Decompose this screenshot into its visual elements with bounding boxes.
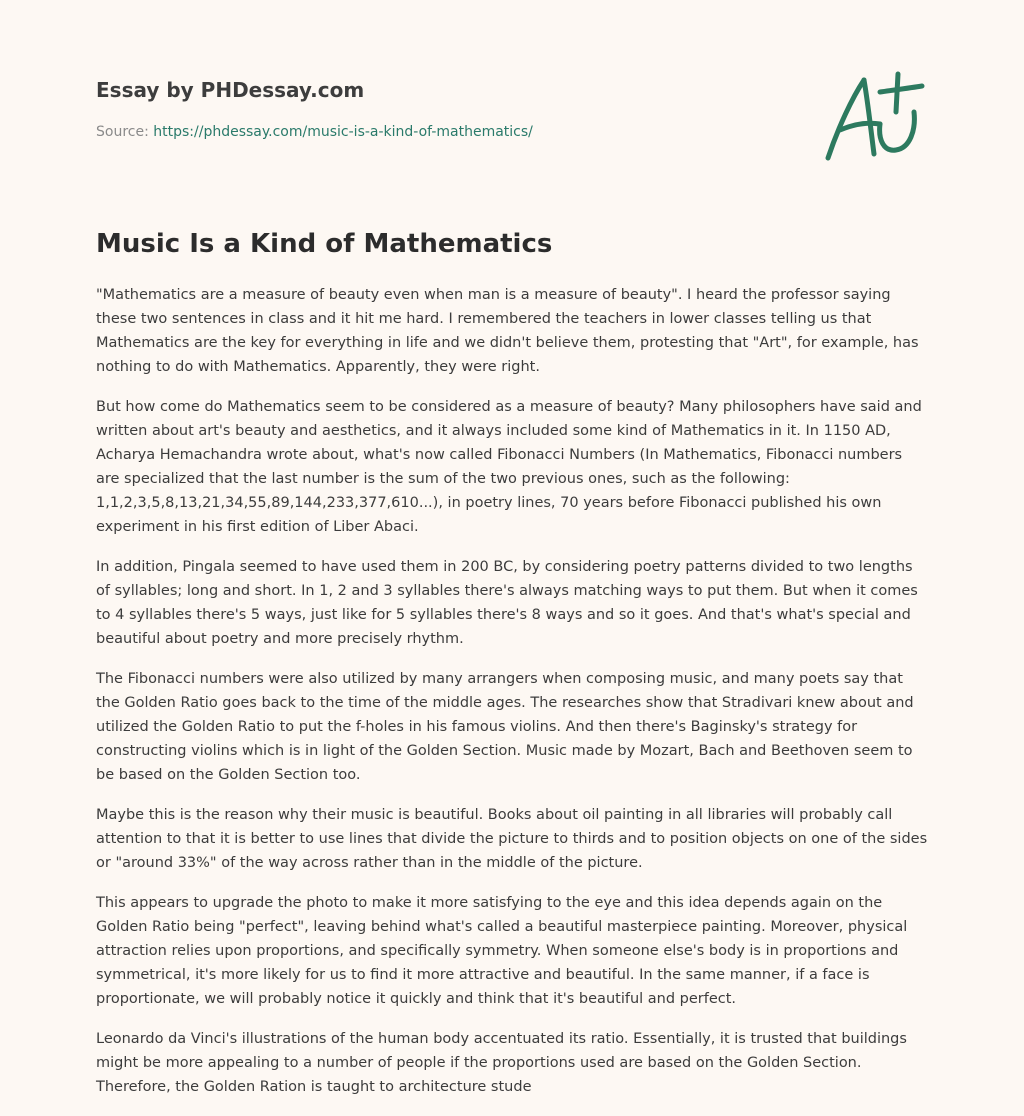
essay-header	[96, 76, 796, 142]
essay-paragraph: This appears to upgrade the photo to make it more satisfying to the eye and this idea depends again on the Golden Ratio being "perfect", leaving behind what's called a beautiful masterpiece painting. Moreover, physical attraction relies upon proportions, and specifically symmetry. When someone else's body is in proportions and symmetrical, it's more likely for us to find it more attractive and beautiful. In the same manner, if a face is proportionate, we will probably notice it quickly and think that it's beautiful and perfect.	[96, 895, 908, 1007]
source-label: Source:	[96, 124, 154, 140]
a-plus-logo-icon	[818, 68, 928, 168]
site-brand: Essay by PHDessay.com	[96, 78, 365, 102]
source-line	[96, 122, 796, 142]
essay-title: Music Is a Kind of Mathematics	[96, 229, 553, 259]
essay-paragraph: But how come do Mathematics seem to be considered as a measure of beauty? Many philosophers have said and written about art's beauty and aesthetics, and it always included some kind of Mathematics in it. In 1150 AD, Acharya Hemachandra wrote about, what's now called Fibonacci Numbers (In Mathematics, Fibonacci numbers are specialized that the last number is the sum of the two previous ones, such as the following: 1,1,2,3,5,8,13,21,34,55,89,144,233,377,610...), in poetry lines, 70 years before Fibonacci published his own experiment in his first edition of Liber Abaci.	[96, 399, 922, 535]
essay-article	[96, 225, 928, 1115]
essay-paragraph: In addition, Pingala seemed to have used them in 200 BC, by considering poetry patterns divided to two lengths of syllables; long and short. In 1, 2 and 3 syllables there's always matching ways to put them. But when it comes to 4 syllables there's 5 ways, just like for 5 syllables there's 8 ways and so it goes. And that's what's special and beautiful about poetry and more precisely rhythm.	[96, 559, 918, 647]
source-link[interactable]: https://phdessay.com/music-is-a-kind-of-mathematics/	[153, 124, 533, 140]
essay-paragraph: The Fibonacci numbers were also utilized by many arrangers when composing music, and many poets say that the Golden Ratio goes back to the time of the middle ages. The researches show that Stradivari knew about and utilized the Golden Ratio to put the f-holes in his famous violins. And then there's Baginsky's strategy for constructing violins which is in light of the Golden Section. Music made by Mozart, Bach and Beethoven seem to be based on the Golden Section too.	[96, 671, 914, 783]
essay-paragraph: "Mathematics are a measure of beauty even when man is a measure of beauty". I heard the professor saying these two sentences in class and it hit me hard. I remembered the teachers in lower classes telling us that Mathematics are the key for everything in life and we didn't believe them, protesting that "Art", for example, has nothing to do with Mathematics. Apparently, they were right.	[96, 287, 919, 375]
essay-paragraph: Leonardo da Vinci's illustrations of the human body accentuated its ratio. Essentially, it is trusted that buildings might be more appealing to a number of people if the proportions used are based on the Golden Section. Therefore, the Golden Ration is taught to architecture stude	[96, 1031, 907, 1095]
essay-paragraph: Maybe this is the reason why their music is beautiful. Books about oil painting in all libraries will probably call attention to that it is better to use lines that divide the picture to thirds and to position objects on one of the sides or "around 33%" of the way across rather than in the middle of the picture.	[96, 807, 928, 871]
